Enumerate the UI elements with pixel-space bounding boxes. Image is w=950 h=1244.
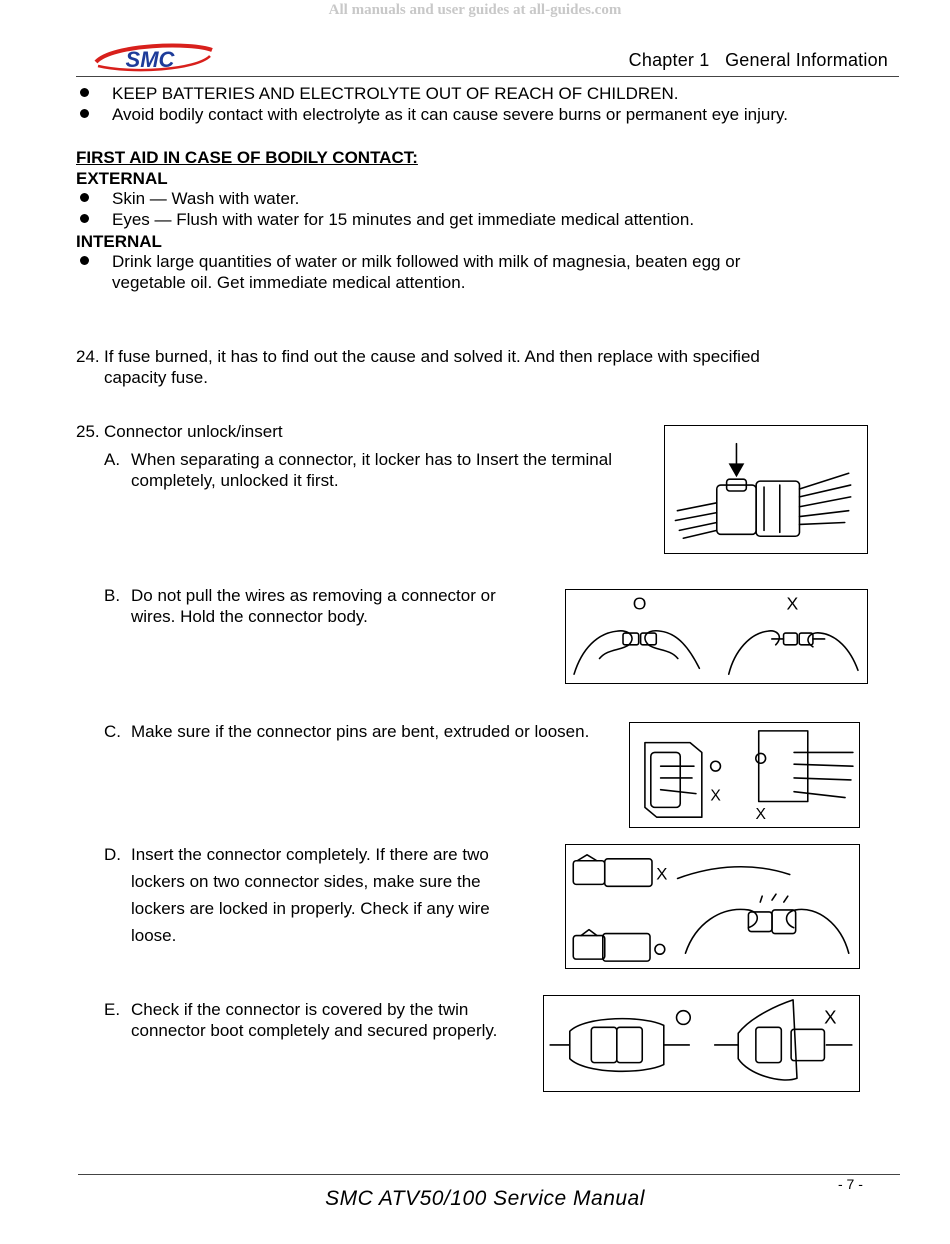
first-aid-title: FIRST AID IN CASE OF BODILY CONTACT:: [76, 148, 418, 167]
external-skin: Skin — Wash with water.: [112, 189, 300, 208]
bullet: [80, 256, 89, 265]
warning-children: KEEP BATTERIES AND ELECTROLYTE OUT OF REACH OF CHILDREN.: [112, 84, 679, 103]
ok-mark: O: [632, 593, 647, 614]
external-label: EXTERNAL: [76, 169, 168, 188]
step-a-letter: A.: [104, 450, 121, 469]
footer-title: SMC ATV50/100 Service Manual: [325, 1187, 645, 1210]
step-d-line-1: Insert the connector completely. If there are two: [131, 845, 489, 864]
step-b-line-2: wires. Hold the connector body.: [131, 607, 368, 626]
ng-mark: X: [710, 787, 721, 805]
figure-pull-connector: [565, 589, 868, 684]
logo-text: SMC: [125, 47, 175, 72]
bullet: [80, 214, 89, 223]
footer-rule: [78, 1174, 900, 1175]
warning-contact: Avoid bodily contact with electrolyte as it can cause severe burns or permanent eye injury.: [112, 105, 788, 124]
figure-unlock-connector: [664, 425, 868, 554]
internal-line-2: vegetable oil. Get immediate medical attention.: [112, 273, 466, 292]
page-number: - 7 -: [838, 1176, 863, 1192]
step-a-line-1: When separating a connector, it locker has to Insert the terminal: [131, 450, 612, 469]
figure-insert-connector: [565, 844, 860, 969]
ng-mark-2: X: [755, 806, 766, 824]
step-a-line-2: completely, unlocked it first.: [131, 471, 339, 490]
step-c-line-1: Make sure if the connector pins are bent, extruded or loosen.: [131, 722, 590, 741]
step-e-line-1: Check if the connector is covered by the twin: [131, 1000, 469, 1019]
item-24-number: 24.: [76, 347, 100, 366]
step-b-line-1: Do not pull the wires as removing a connector or: [131, 586, 496, 605]
watermark: All manuals and user guides at all-guides.com: [328, 2, 622, 18]
step-e-line-2: connector boot completely and secured properly.: [131, 1021, 498, 1040]
figure-check-pins: [629, 722, 860, 828]
item-25-number: 25.: [76, 422, 100, 441]
chapter-heading: Chapter 1 General Information: [628, 50, 888, 70]
bullet: [80, 88, 89, 97]
item-25-title: Connector unlock/insert: [104, 422, 283, 441]
step-d-line-3: lockers are locked in properly. Check if any wire: [131, 899, 490, 918]
step-d-letter: D.: [104, 845, 121, 864]
bullet: [80, 109, 89, 118]
item-24-line-1: If fuse burned, it has to find out the cause and solved it. And then replace with specified: [104, 347, 760, 366]
step-d-line-2: lockers on two connector sides, make sure the: [131, 872, 481, 891]
ng-mark: X: [786, 593, 799, 614]
smc-logo: [92, 40, 216, 76]
step-d-line-4: loose.: [131, 926, 177, 945]
step-c-letter: C.: [104, 722, 121, 741]
ng-mark: X: [656, 864, 668, 884]
bullet: [80, 193, 89, 202]
step-e-letter: E.: [104, 1000, 121, 1019]
internal-line-1: Drink large quantities of water or milk followed with milk of magnesia, beaten egg or: [112, 252, 741, 271]
external-eyes: Eyes — Flush with water for 15 minutes and get immediate medical attention.: [112, 210, 695, 229]
step-b-letter: B.: [104, 586, 121, 605]
ng-mark: X: [824, 1006, 837, 1028]
figure-connector-boot: [543, 995, 860, 1092]
item-24-line-2: capacity fuse.: [104, 368, 208, 387]
internal-label: INTERNAL: [76, 232, 162, 251]
header-rule: [76, 76, 899, 77]
